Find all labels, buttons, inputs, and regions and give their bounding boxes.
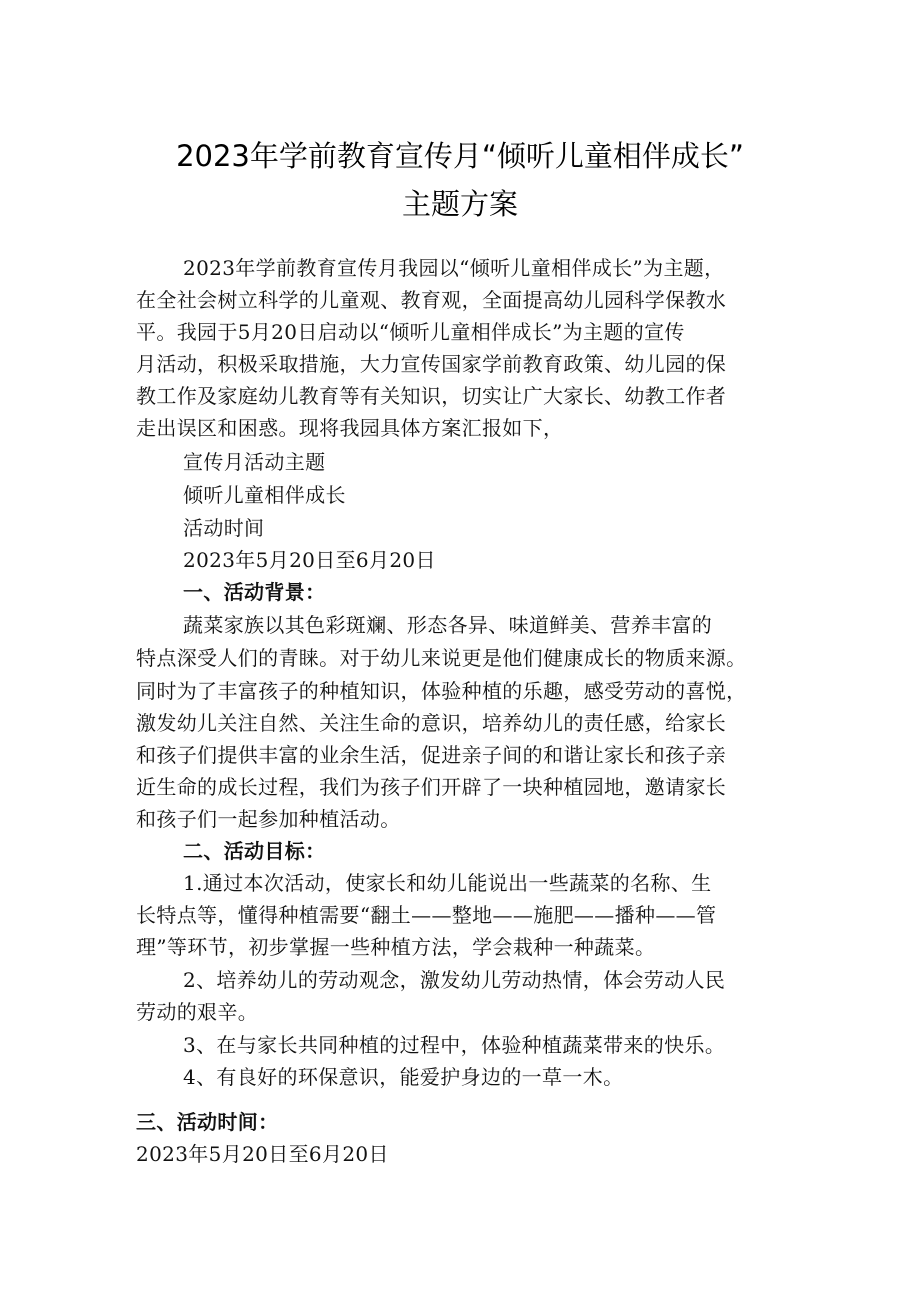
- theme-value: 倾听儿童相伴成长: [183, 483, 346, 507]
- activity-time-value: 2023年5月20日至6月20日: [136, 1142, 389, 1166]
- background-paragraph-line: 近生命的成长过程，我们为孩子们开辟了一块种植园地，邀请家长: [136, 775, 727, 799]
- goal-item-line: 长特点等，懂得种植需要“翻土——整地——施肥——播种——管: [136, 903, 717, 927]
- intro-paragraph-line: 月活动，积极采取措施，大力宣传国家学前教育政策、幼儿园的保: [136, 352, 727, 376]
- goal-item-line: 1.通过本次活动，使家长和幼儿能说出一些蔬菜的名称、生: [183, 871, 712, 895]
- document-title-line-2: 主题方案: [401, 187, 518, 221]
- background-paragraph-line: 同时为了丰富孩子的种植知识，体验种植的乐趣，感受劳动的喜悦，: [136, 679, 747, 703]
- document-title-line-1: 2023年学前教育宣传月“倾听儿童相伴成长”: [176, 139, 744, 173]
- background-paragraph-line: 特点深受人们的青睐。对于幼儿来说更是他们健康成长的物质来源。: [136, 646, 747, 670]
- intro-paragraph-line: 在全社会树立科学的儿童观、教育观，全面提高幼儿园科学保教水: [136, 288, 727, 312]
- section-heading-goals: 二、活动目标：: [183, 839, 326, 863]
- goal-item-line: 3、在与家长共同种植的过程中，体验种植蔬菜带来的快乐。: [183, 1033, 726, 1057]
- goal-item-line: 劳动的艰辛。: [136, 1000, 259, 1024]
- intro-paragraph-line: 2023年学前教育宣传月我园以“倾听儿童相伴成长”为主题，: [183, 256, 725, 280]
- intro-paragraph-line: 走出误区和困惑。现将我园具体方案汇报如下，: [136, 416, 564, 440]
- intro-paragraph-line: 平。我园于5月20日启动以“倾听儿童相伴成长”为主题的宣传: [136, 320, 685, 344]
- time-value: 2023年5月20日至6月20日: [183, 548, 436, 572]
- goal-item-line: 理”等环节，初步掌握一些种植方法，学会栽种一种蔬菜。: [136, 935, 656, 959]
- background-paragraph-line: 蔬菜家族以其色彩斑斓、形态各异、味道鲜美、营养丰富的: [183, 613, 713, 637]
- background-paragraph-line: 激发幼儿关注自然、关注生命的意识，培养幼儿的责任感，给家长: [136, 711, 727, 735]
- section-heading-time: 三、活动时间：: [136, 1110, 279, 1134]
- goal-item-line: 2、培养幼儿的劳动观念，激发幼儿劳动热情，体会劳动人民: [183, 968, 726, 992]
- background-paragraph-line: 和孩子们提供丰富的业余生活，促进亲子间的和谐让家长和孩子亲: [136, 743, 727, 767]
- goal-item-line: 4、有良好的环保意识，能爱护身边的一草一木。: [183, 1065, 624, 1089]
- theme-heading: 宣传月活动主题: [183, 450, 326, 474]
- background-paragraph-line: 和孩子们一起参加种植活动。: [136, 807, 401, 831]
- section-heading-background: 一、活动背景：: [183, 580, 326, 604]
- intro-paragraph-line: 教工作及家庭幼儿教育等有关知识，切实让广大家长、幼教工作者: [136, 384, 727, 408]
- time-heading: 活动时间: [183, 516, 265, 540]
